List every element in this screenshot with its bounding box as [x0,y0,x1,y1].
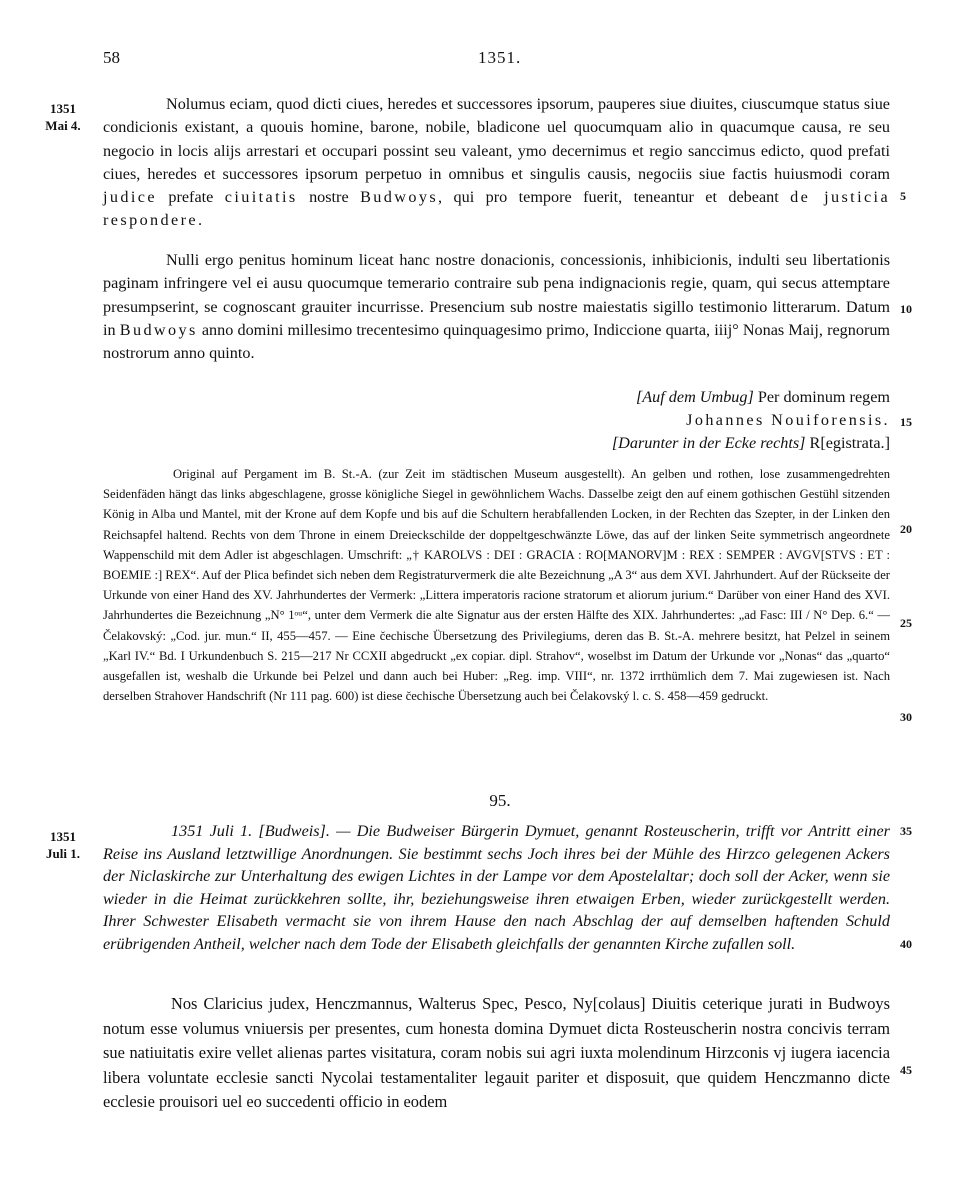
margin-date-year: 1351 [50,101,76,116]
margin-date-doc95 [30,828,96,862]
signature-text: Per dominum regem [757,388,890,406]
doc95-regest [103,820,890,956]
text-run: Nulli ergo penitus hominum liceat hanc nostre donacionis, concessionis, inhibicionis, indulti seu libertationis paginam infringere vel ei ausu quocumque temerario contraire sub pena indignacionis regie, quam, qui secus attemptare presumpserint, se cognoscant grauiter incurrisse. Presencium sub nostre maiestatis sigillo testimonio litterarum. Datum in [103,251,890,339]
text-run: prefate [168,188,214,207]
spaced-word: Budwoys [119,320,198,339]
text-run: . [198,211,203,230]
margin-date-day: Juli 1. [46,846,80,861]
editorial-note: [Darunter in der Ecke rechts] [611,434,806,452]
margin-date-doc94 [30,100,96,134]
page-number: 58 [103,48,120,67]
signature-line-3 [612,432,890,455]
document-number: 95. [489,791,511,810]
signature-line-1 [636,386,890,409]
line-number: 10 [900,302,912,316]
text-run: Nolumus eciam, quod dicti ciues, heredes et successores ipsorum, pauperes siue diuites, ciuscumque status siue condicionis existant, a quouis homine, barone, nobile, bladicone uel quocumquam alio in quacumque causa, re seu negocio in locis alijs arrestari et occupari possint seu valeant, ymo decernimus et regio sanccimus edicto, quod prefati ciues, heredes et successores ipsorum perpetuo in omnibus et singulis causis, negociis siue factis huiusmodi coram [103,95,890,183]
notes-text: Original auf Pergament im B. St.-A. (zur Zeit im städtischen Museum ausgestellt). An gelben und rothen, lose zusammengedrehten Seidenfäden hängt das links abgeschlagene, grosse königliche Siegel in gewöhnlichem Wachs. Dasselbe zeigt den auf einem gothischen Gestühl sitzenden König in Alba und Mantel, mit der Krone auf dem Kopfe und bis auf die Schultern herabfallenden Locken, in der Rechten das Szepter, in der Linken den Reichsapfel haltend. Rechts von dem Throne in einem Dreieckschilde der doppeltgeschwänzte Löwe, das auf der linken Seite symmetrisch angeordnete Wappenschild mit dem Adler ist abgeschlagen. Umschrift: „† KAROLVS : DEI : GRACIA : RO[MANORV]M : REX : SEMPER : AVGV[STVS : ET : BOEMIE :] REX“. Auf der Plica befindet sich neben dem Registraturvermerk die alte Bezeichnung „A 3“ aus dem XVI. Jahrhundert. Auf der Rückseite der Urkunde von einer Hand des XV. Jahrhundertes der Vermerk: „Littera imperatoris racione stratorum et aliorum jurium.“ Darüber von einer Hand des XVI. Jahrhundertes die Bezeichnung „N° 1ᵒᵘ“, unter dem Vermerk die alte Signatur aus der ersten Hälfte des XIX. Jahrhundertes: „ad Fasc: III / N° Dep. 6.“ — Čelakovský: „Cod. jur. mun.“ II, 455—457. — Eine čechische Übersetzung des Privilegiums, deren das B. St.-A. mehrere besitzt, hat Pelzel in seinem „Karl IV.“ Bd. I Urkundenbuch S. 215—217 Nr CCXII abgedruckt „ex copiar. dipl. Strahov“, woselbst im Datum der Urkunde vor „Nonas“ das „quarto“ ausgefallen ist, weshalb die Urkunde bei Pelzel und dann auch bei Huber: „Reg. imp. VIII“, nr. 1372 irrthümlich dem 7. Mai zugewiesen ist. Nach derselben Strahover Handschrift (Nr 111 pag. 600) ist diese čechische Übersetzung auch bei Čelakovský l. c. S. 458—459 gedruckt. [103,467,890,704]
line-number: 15 [900,415,912,429]
text-run: nostre [309,188,349,207]
spaced-word: ciuitatis [224,188,298,207]
line-number: 5 [900,189,906,203]
doc95-text [103,992,890,1115]
line-number: 40 [900,937,912,951]
line-number: 25 [900,616,912,630]
signature-line-2: Johannes Nouiforensis. [686,411,890,429]
text-run: anno domini millesimo trecentesimo quinquagesimo primo, Indiccione quarta, iiij° Nonas Maij, regnorum nostrorum anno quinto. [103,320,891,363]
line-number: 45 [900,1063,912,1077]
signature-text: R[egistrata.] [809,434,890,452]
spaced-word: de justicia respondere [103,188,891,230]
line-number: 30 [900,710,912,724]
text-run: , qui pro tempore fuerit, teneantur et debeant [438,188,779,207]
margin-date-day: Mai 4. [45,118,81,133]
line-number: 20 [900,522,912,536]
running-head-year: 1351. [478,48,522,67]
editorial-note: [Auf dem Umbug] [635,388,754,406]
doc94-paragraph-1 [103,93,890,233]
spaced-word: judice [103,188,157,207]
spaced-word: Budwoys [360,188,439,207]
document-text: Nos Claricius judex, Henczmannus, Walterus Spec, Pesco, Ny[colaus] Diuitis ceterique jurati in Budwoys notum esse volumus vniuersis per presentes, cum honesta domina Dymuet dicta Rosteuscherin nostra concivis terram sue natiuitatis exire vellet alienas partes visitatura, coram nobis sui agri iuxta molendinum Hirzconis vj iugera iacencia libera voluntate ecclesie sancti Nycolai testamentaliter legauit pariter et disposuit, que quidem Henczmanno dicte ecclesie prouisori uel eo succedenti officio in eodem [103,994,890,1111]
doc94-notes [103,464,890,706]
line-number: 35 [900,824,912,838]
margin-date-year: 1351 [50,829,76,844]
doc94-paragraph-2 [103,249,890,365]
regest-text: 1351 Juli 1. [Budweis]. — Die Budweiser Bürgerin Dymuet, genannt Rosteuscherin, trifft vor Antritt einer Reise ins Ausland letztwillige Anordnungen. Sie bestimmt sechs Joch ihres bei der Mühle des Hirzco gelegenen Ackers der Niclaskirche zur Unterhaltung des ewigen Lichtes in der Lampe vor dem Apostelaltar; doch soll der Acker, wenn sie wieder in die Heimat zurückkehren sollte, ihr, beziehungsweise ihren etwaigen Erben, wieder zurückgestellt werden. Ihrer Schwester Elisabeth vermacht sie von ihrem Hause den nach Abschlag der auf demselben haftenden Schuld erübrigenden Antheil, welcher nach dem Tode der Elisabeth gleichfalls der genannten Kirche zufallen soll. [103,822,890,953]
